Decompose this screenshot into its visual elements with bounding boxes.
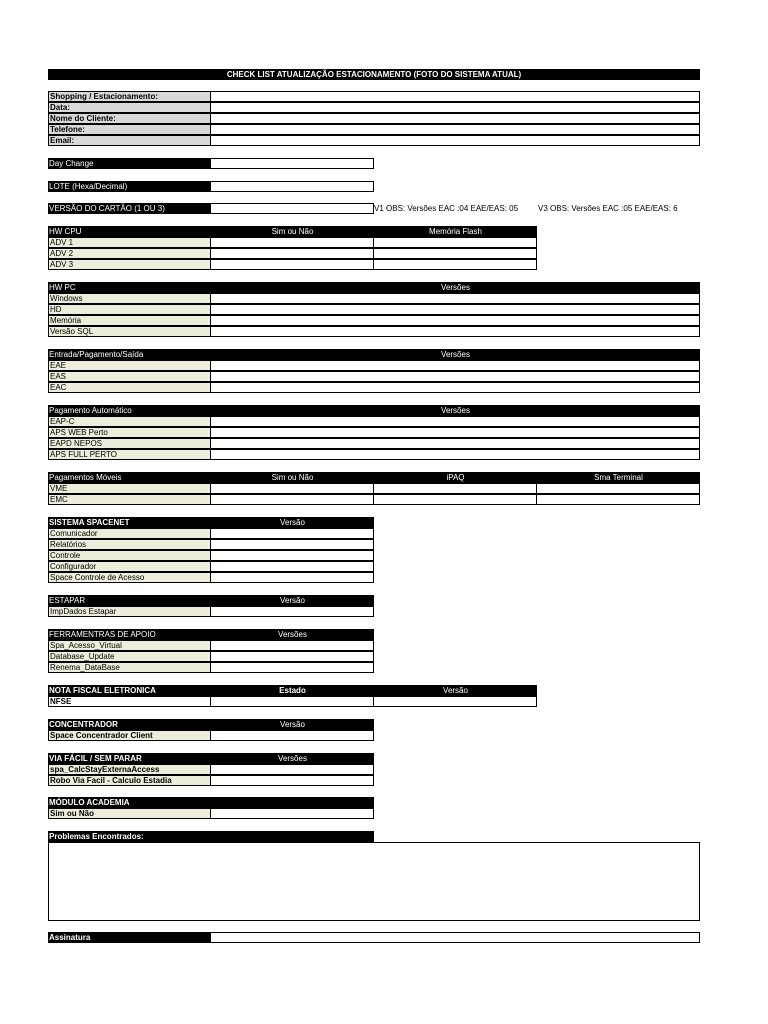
nfe-col-versao: Versão — [443, 686, 468, 695]
via-facil-header — [48, 753, 374, 764]
nfe-title: NOTA FISCAL ELETRONICA — [49, 686, 156, 695]
pag-moveis-row-label: EMC — [48, 494, 211, 505]
nfse-estado-input[interactable] — [210, 696, 374, 707]
data-input[interactable] — [210, 102, 700, 113]
controle-input[interactable] — [210, 550, 374, 561]
info-label-email: Email: — [48, 135, 211, 146]
concentrador-header — [48, 719, 374, 730]
pag-auto-col-versoes: Versões — [441, 406, 470, 415]
nfse-versao-input[interactable] — [373, 696, 537, 707]
emc-sma-input[interactable] — [536, 494, 700, 505]
spacenet-row-label: Controle — [48, 550, 211, 561]
ferramentas-row-label: Spa_Acesso_Virtual — [48, 640, 211, 651]
hw-pc-row-label: Memória — [48, 315, 211, 326]
entrada-row-label: EAS — [48, 371, 211, 382]
ferramentas-col-versoes: Versões — [278, 630, 307, 639]
ferramentas-title: FERRAMENTRAS DE APOIO — [49, 630, 156, 639]
hw-cpu-row-label: ADV 2 — [48, 248, 211, 259]
impdados-input[interactable] — [210, 606, 374, 617]
hw-pc-col-versoes: Versões — [441, 283, 470, 292]
entrada-row-label: EAE — [48, 360, 211, 371]
lote-input[interactable] — [210, 181, 374, 192]
adv2-flash-input[interactable] — [373, 248, 537, 259]
adv3-sim-input[interactable] — [210, 259, 374, 270]
spacenet-row-label: Comunicador — [48, 528, 211, 539]
spa-acesso-virtual-input[interactable] — [210, 640, 374, 651]
versao-sql-input[interactable] — [210, 326, 700, 337]
hw-pc-row-label: HD — [48, 304, 211, 315]
memoria-input[interactable] — [210, 315, 700, 326]
entrada-row-label: EAC — [48, 382, 211, 393]
via-facil-col-versoes: Versões — [278, 754, 307, 763]
day-change-input[interactable] — [210, 158, 374, 169]
renema-database-input[interactable] — [210, 662, 374, 673]
aps-web-input[interactable] — [210, 427, 700, 438]
via-facil-title: VIA FÁCIL / SEM PARAR — [49, 754, 142, 763]
pag-auto-row-label: APS WEB Perto — [48, 427, 211, 438]
vme-ipaq-input[interactable] — [373, 483, 537, 494]
pag-auto-row-label: APS FULL PERTO — [48, 449, 211, 460]
eac-input[interactable] — [210, 382, 700, 393]
eapd-nepos-input[interactable] — [210, 438, 700, 449]
hw-cpu-row-label: ADV 3 — [48, 259, 211, 270]
database-update-input[interactable] — [210, 651, 374, 662]
vme-sma-input[interactable] — [536, 483, 700, 494]
problemas-label: Problemas Encontrados: — [48, 831, 374, 842]
estapar-row-label: ImpDados Estapar — [48, 606, 211, 617]
adv2-sim-input[interactable] — [210, 248, 374, 259]
ferramentas-header — [48, 629, 374, 640]
hw-pc-title: HW PC — [49, 283, 76, 292]
eap-c-input[interactable] — [210, 416, 700, 427]
email-input[interactable] — [210, 135, 700, 146]
info-label-shopping: Shopping / Estacionamento: — [48, 91, 211, 102]
pag-moveis-row-label: VME — [48, 483, 211, 494]
pag-auto-row-label: EAP-C — [48, 416, 211, 427]
spacenet-row-label: Relatórios — [48, 539, 211, 550]
assinatura-input[interactable] — [210, 932, 700, 943]
ferramentas-row-label: Renema_DataBase — [48, 662, 211, 673]
estapar-header — [48, 595, 374, 606]
info-label-cliente: Nome do Cliente: — [48, 113, 211, 124]
page-title: CHECK LIST ATUALIZAÇÃO ESTACIONAMENTO (FOTO DO SISTEMA ATUAL) — [48, 69, 700, 80]
v3-obs-note: V3 OBS: Versões EAC :05 EAE/EAS: 6 — [538, 204, 678, 213]
relatorios-input[interactable] — [210, 539, 374, 550]
adv1-sim-input[interactable] — [210, 237, 374, 248]
hw-pc-row-label: Versão SQL — [48, 326, 211, 337]
robo-via-facil-input[interactable] — [210, 775, 374, 786]
vme-sim-input[interactable] — [210, 483, 374, 494]
estapar-col-versao: Versão — [280, 596, 305, 605]
info-label-telefone: Telefone: — [48, 124, 211, 135]
concentrador-title: CONCENTRADOR — [49, 720, 118, 729]
spa-calcstay-input[interactable] — [210, 764, 374, 775]
aps-full-input[interactable] — [210, 449, 700, 460]
versao-cartao-label: VERSÃO DO CARTÃO (1 OU 3) — [48, 203, 211, 214]
versao-cartao-input[interactable] — [210, 203, 374, 214]
spacenet-row-label: Space Controle de Acesso — [48, 572, 211, 583]
entrada-col-versoes: Versões — [441, 350, 470, 359]
pag-moveis-title: Pagamentos Móveis — [49, 473, 122, 482]
problemas-textarea[interactable] — [48, 842, 700, 921]
windows-input[interactable] — [210, 293, 700, 304]
via-facil-row-label: spa_CalcStayExternaAccess — [48, 764, 211, 775]
hw-cpu-row-label: ADV 1 — [48, 237, 211, 248]
space-controle-acesso-input[interactable] — [210, 572, 374, 583]
comunicador-input[interactable] — [210, 528, 374, 539]
pag-auto-header — [48, 405, 700, 416]
pag-moveis-col-sma: Sma Terminal — [594, 473, 643, 482]
nfe-row-label: NFSE — [48, 696, 211, 707]
hw-cpu-table — [48, 226, 537, 271]
via-facil-row-label: Robo Via Facil - Calculo Estadia — [48, 775, 211, 786]
spacenet-title: SISTEMA SPACENET — [49, 518, 130, 527]
entrada-title: Entrada/Pagamento/Saída — [49, 350, 144, 359]
academia-header: MÓDULO ACADEMIA — [48, 797, 374, 808]
spacenet-col-versao: Versão — [280, 518, 305, 527]
eas-input[interactable] — [210, 371, 700, 382]
academia-row-label: Sim ou Não — [48, 808, 211, 819]
pag-auto-row-label: EAPD NEPOS — [48, 438, 211, 449]
shopping-input[interactable] — [210, 91, 700, 102]
nfe-col-estado: Estado — [279, 686, 306, 695]
configurador-input[interactable] — [210, 561, 374, 572]
pag-moveis-header — [48, 472, 700, 483]
lote-label: LOTE (Hexa/Decimal) — [48, 181, 211, 192]
telefone-input[interactable] — [210, 124, 700, 135]
hw-cpu-col-sim: Sim ou Não — [271, 227, 314, 236]
concentrador-col-versao: Versão — [280, 720, 305, 729]
hw-pc-header — [48, 282, 700, 293]
hw-cpu-col-flash: Memória Flash — [429, 227, 482, 236]
pag-moveis-col-sim: Sim ou Não — [271, 473, 314, 482]
pag-auto-title: Pagamento Automático — [49, 406, 132, 415]
cliente-input[interactable] — [210, 113, 700, 124]
info-label-data: Data: — [48, 102, 211, 113]
hw-pc-row-label: Windows — [48, 293, 211, 304]
eae-input[interactable] — [210, 360, 700, 371]
adv1-flash-input[interactable] — [373, 237, 537, 248]
day-change-label: Day Change — [48, 158, 211, 169]
hw-cpu-header — [48, 226, 537, 237]
spacenet-row-label: Configurador — [48, 561, 211, 572]
concentrador-row-label: Space Concentrador Client — [48, 730, 211, 741]
emc-sim-input[interactable] — [210, 494, 374, 505]
space-concentrador-input[interactable] — [210, 730, 374, 741]
nfe-header — [48, 685, 537, 696]
academia-sim-input[interactable] — [210, 808, 374, 819]
hw-cpu-title: HW CPU — [49, 227, 82, 236]
emc-ipaq-input[interactable] — [373, 494, 537, 505]
hd-input[interactable] — [210, 304, 700, 315]
entrada-header — [48, 349, 700, 360]
assinatura-label: Assinatura — [48, 932, 211, 943]
spacenet-header — [48, 517, 374, 528]
v1-obs-note: V1 OBS: Versões EAC :04 EAE/EAS: 05 — [374, 204, 519, 213]
adv3-flash-input[interactable] — [373, 259, 537, 270]
ferramentas-row-label: Database_Update — [48, 651, 211, 662]
pag-moveis-col-ipaq: iPAQ — [446, 473, 465, 482]
estapar-title: ESTAPAR — [49, 596, 86, 605]
